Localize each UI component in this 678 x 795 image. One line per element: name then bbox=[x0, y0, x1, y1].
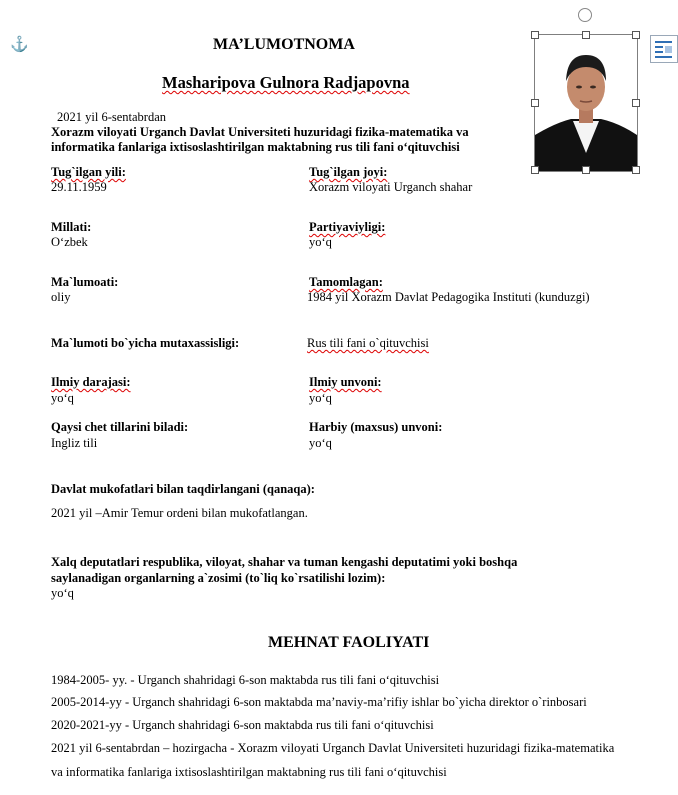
birth-year-value: 29.11.1959 bbox=[51, 180, 107, 194]
person-name: Masharipova Gulnora Radjapovna bbox=[162, 73, 410, 92]
education-label: Ma`lumoati: bbox=[51, 275, 119, 289]
languages-value: Ingliz tili bbox=[51, 436, 98, 450]
rank-value: yo‘q bbox=[309, 391, 332, 405]
work-item: 2005-2014-yy - Urganch shahridagi 6-son maktabda ma’naviy-ma’rifiy ishlar bo`yicha direktor o`rinbosari bbox=[51, 695, 587, 709]
birth-place-value: Xorazm viloyati Urganch shahar bbox=[309, 180, 473, 194]
military-label: Harbiy (maxsus) unvoni: bbox=[309, 420, 443, 434]
degree-label: Ilmiy darajasi: bbox=[51, 375, 131, 389]
rank-label: Ilmiy unvoni: bbox=[309, 375, 382, 389]
languages-label: Qaysi chet tillarini biladi: bbox=[51, 420, 189, 434]
rotate-handle-icon[interactable] bbox=[578, 8, 592, 22]
work-item: 2021 yil 6-sentabrdan – hozirgacha - Xorazm viloyati Urganch Davlat Universiteti huzuridagi fizika-matematika bbox=[51, 741, 615, 755]
party-value: yo‘q bbox=[309, 235, 332, 249]
layout-options-icon[interactable] bbox=[650, 35, 678, 63]
awards-value: 2021 yil –Amir Temur ordeni bilan mukofatlangan. bbox=[51, 506, 308, 520]
awards-label: Davlat mukofatlari bilan taqdirlangani (qanaqa): bbox=[51, 482, 315, 496]
party-label: Partiyaviyligi: bbox=[309, 220, 386, 234]
graduated-value: 1984 yil Xorazm Davlat Pedagogika Instituti (kunduzgi) bbox=[307, 290, 590, 304]
degree-value: yo‘q bbox=[51, 391, 74, 405]
position-line-1: Xorazm viloyati Urganch Davlat Universiteti huzuridagi fizika-matematika va bbox=[51, 125, 469, 139]
work-section-title: MEHNAT FAOLIYATI bbox=[268, 634, 430, 651]
document-title: MA’LUMOTNOMA bbox=[213, 36, 355, 53]
nationality-value: O‘zbek bbox=[51, 235, 88, 249]
anchor-icon[interactable]: ⚓ bbox=[10, 37, 29, 53]
education-value: oliy bbox=[51, 290, 71, 304]
work-item: 1984-2005- yy. - Urganch shahridagi 6-son maktabda rus tili fani o‘qituvchisi bbox=[51, 673, 440, 687]
deputy-value: yo‘q bbox=[51, 586, 74, 600]
deputy-label-line-1: Xalq deputatlari respublika, viloyat, shahar va tuman kengashi deputatimi yoki boshqa bbox=[51, 555, 518, 569]
work-item: va informatika fanlariga ixtisoslashtirilgan maktabning rus tili fani o‘qituvchisi bbox=[51, 765, 447, 779]
birth-year-label: Tug`ilgan yili: bbox=[51, 165, 126, 179]
graduated-label: Tamomlagan: bbox=[309, 275, 383, 289]
position-line-2: informatika fanlariga ixtisoslashtirilgan maktabning rus tili fani o‘qituvchisi bbox=[51, 140, 460, 154]
portrait-image bbox=[535, 35, 637, 171]
deputy-label-line-2: saylanadigan organlarning a`zosimi (to`liq ko`rsatilishi lozim): bbox=[51, 571, 386, 585]
profile-photo[interactable] bbox=[534, 34, 638, 172]
specialty-value: Rus tili fani o`qituvchisi bbox=[307, 336, 429, 350]
work-item: 2020-2021-yy - Urganch shahridagi 6-son maktabda rus tili fani o‘qituvchisi bbox=[51, 718, 434, 732]
nationality-label: Millati: bbox=[51, 220, 92, 234]
since-date: 2021 yil 6-sentabrdan bbox=[57, 110, 167, 124]
specialty-label: Ma`lumoti bo`yicha mutaxassisligi: bbox=[51, 336, 240, 350]
birth-place-label: Tug`ilgan joyi: bbox=[309, 165, 388, 179]
military-value: yo‘q bbox=[309, 436, 332, 450]
